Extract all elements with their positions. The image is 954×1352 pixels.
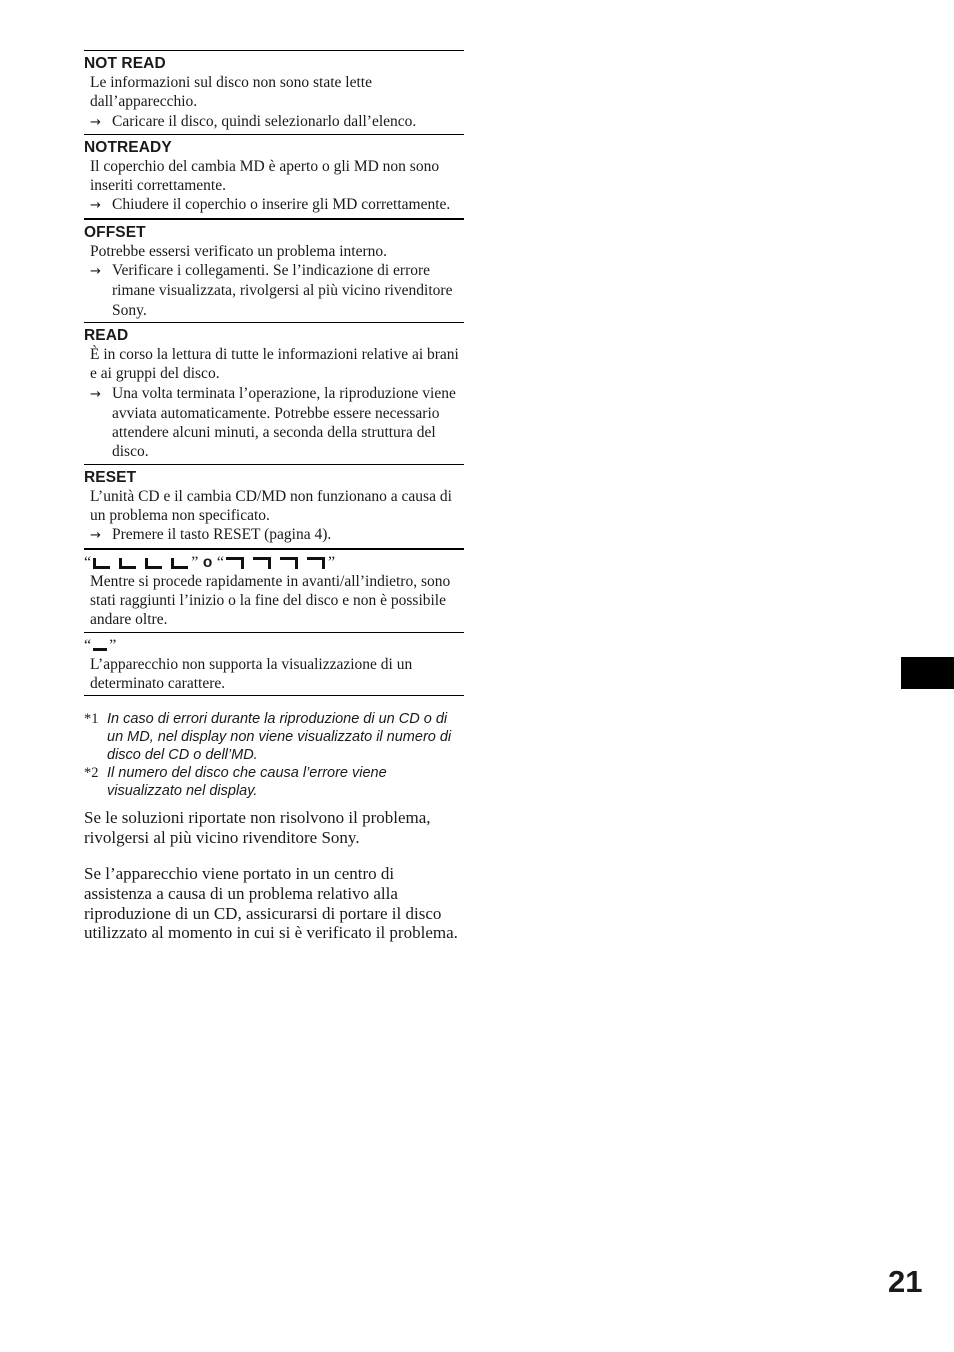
troubleshooting-column xyxy=(84,50,464,960)
error-solution xyxy=(84,525,464,545)
error-description: Mentre si procede rapidamente in avanti/all’indietro, sono stati raggiunti l’inizio o la fine del disco e non è possibile andare oltre. xyxy=(90,572,451,629)
error-description: L’unità CD e il cambia CD/MD non funzionano a causa di un problema non specificato. xyxy=(90,487,452,525)
upper-corner-segments-icon xyxy=(224,556,328,570)
footnote-text: In caso di errori durante la riproduzione di un CD o di un MD, nel display non viene visualizzato il numero di disco del CD o dell’MD. xyxy=(107,711,452,764)
footnotes xyxy=(84,710,464,800)
open-quote: “ xyxy=(216,553,225,571)
error-entry-notready xyxy=(84,134,464,218)
table-bottom-rule xyxy=(84,695,464,696)
solution-text: Caricare il disco, quindi selezionarlo dall’elenco. xyxy=(112,112,417,130)
underscore-segment-icon xyxy=(91,638,109,652)
solution-text: Una volta terminata l’operazione, la riproduzione viene avviata automaticamente. Potrebbe essere necessario attendere alcuni minuti, a seconda della struttura del disco. xyxy=(112,384,456,461)
close-quote: ” xyxy=(191,553,199,571)
arrow-icon: → xyxy=(90,528,101,544)
body-paragraph: Se le soluzioni riportate non risolvono il problema, rivolgersi al più vicino rivenditore Sony. xyxy=(84,808,431,847)
footnote-mark: *1 xyxy=(84,711,99,728)
open-quote: “ xyxy=(84,553,92,571)
error-code: NOTREADY xyxy=(84,138,172,156)
close-quote: ” xyxy=(109,636,117,654)
segment-display-heading xyxy=(84,552,464,572)
error-solution xyxy=(84,195,464,215)
error-entry-underscore xyxy=(84,632,464,696)
footnote-text: Il numero del disco che causa l’errore viene visualizzato nel display. xyxy=(107,765,387,800)
error-solution xyxy=(84,112,464,132)
error-description: Potrebbe essersi verificato un problema interno. xyxy=(90,242,387,260)
error-code: RESET xyxy=(84,468,137,486)
footnote xyxy=(84,764,464,800)
body-paragraph: Se l’apparecchio viene portato in un centro di assistenza a causa di un problema relativo alla riproduzione di un CD, assicurarsi di portare il disco utilizzato al momento in cui si è verificato il problema. xyxy=(84,864,458,943)
lower-corner-segments-icon xyxy=(91,556,191,570)
solution-text: Premere il tasto RESET (pagina 4). xyxy=(112,526,332,544)
error-entry-segments xyxy=(84,548,464,632)
arrow-icon: → xyxy=(90,114,101,130)
section-tab-marker xyxy=(901,657,954,689)
error-entry-read xyxy=(84,322,464,464)
solution-text: Verificare i collegamenti. Se l’indicazione di errore rimane visualizzata, rivolgersi al più vicino rivenditore Sony. xyxy=(112,262,453,319)
footnote-mark: *2 xyxy=(84,765,99,782)
error-entry-offset xyxy=(84,218,464,322)
error-solution xyxy=(84,384,464,462)
error-solution xyxy=(84,261,464,320)
close-quote: ” xyxy=(328,553,336,571)
arrow-icon: → xyxy=(90,264,101,280)
error-description: Il coperchio del cambia MD è aperto o gli MD non sono inseriti correttamente. xyxy=(90,157,440,195)
error-code: READ xyxy=(84,326,129,344)
footnote xyxy=(84,710,464,764)
connector-word: o xyxy=(202,553,213,571)
error-description: L’apparecchio non supporta la visualizzazione di un determinato carattere. xyxy=(90,655,413,692)
error-entry-not-read xyxy=(84,50,464,134)
error-description: È in corso la lettura di tutte le informazioni relative ai brani e ai gruppi del disco. xyxy=(90,345,459,383)
error-code: OFFSET xyxy=(84,223,146,241)
arrow-icon: → xyxy=(90,386,101,402)
error-code: NOT READ xyxy=(84,55,166,72)
arrow-icon: → xyxy=(90,198,101,214)
solution-text: Chiudere il coperchio o inserire gli MD correttamente. xyxy=(112,196,451,214)
open-quote: “ xyxy=(84,636,92,654)
page-number: 21 xyxy=(888,1264,923,1299)
error-entry-reset xyxy=(84,464,464,548)
underscore-heading xyxy=(84,635,464,655)
error-description: Le informazioni sul disco non sono state lette dall’apparecchio. xyxy=(90,74,372,111)
